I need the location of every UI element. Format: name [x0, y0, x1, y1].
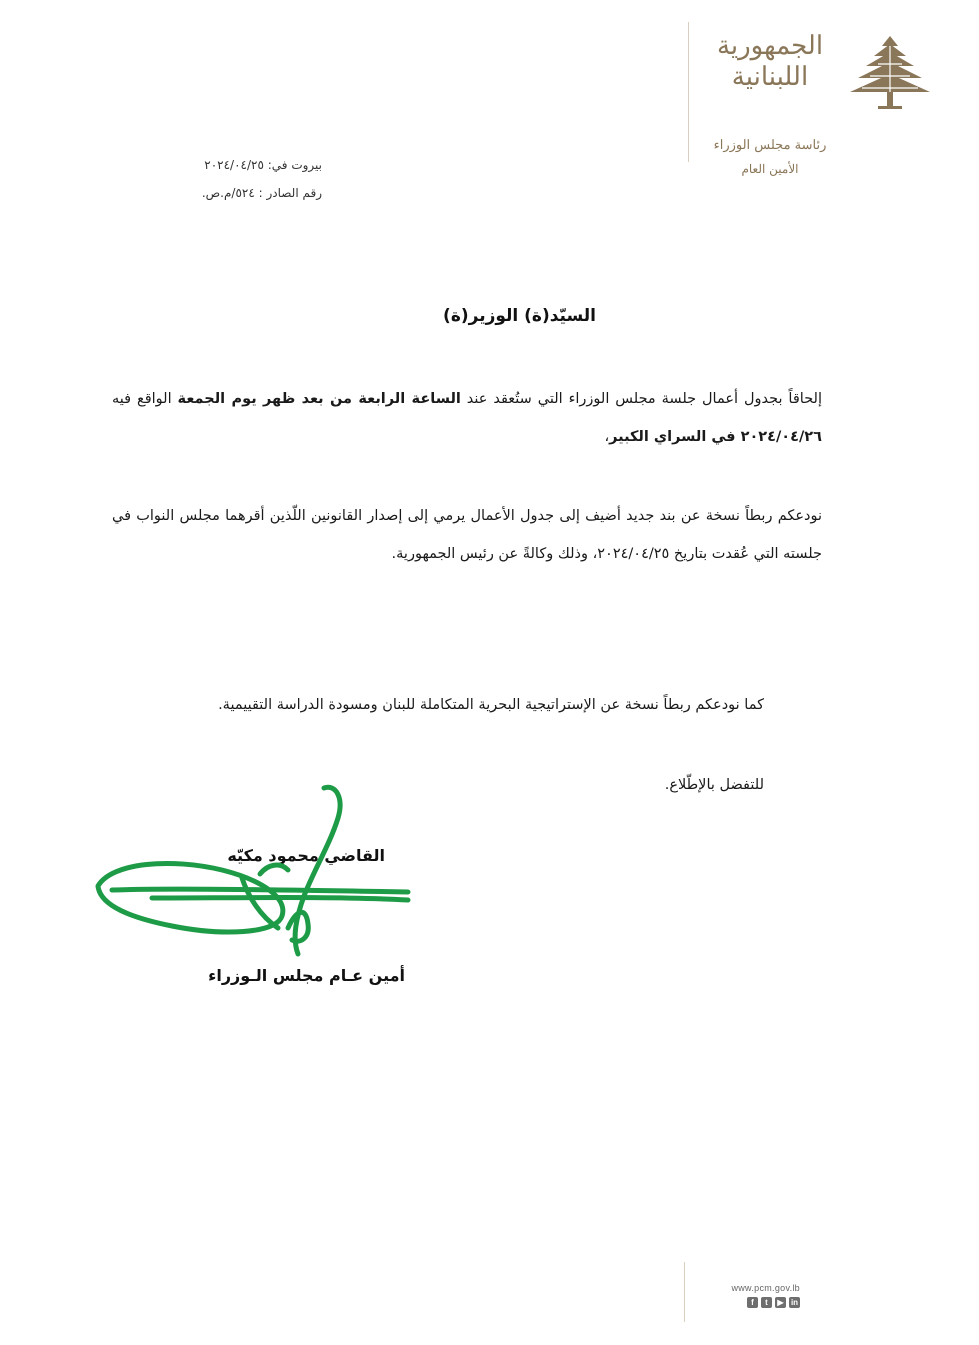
republic-wordmark-line2: اللبنانية — [731, 62, 809, 92]
facebook-icon[interactable]: f — [747, 1297, 758, 1308]
republic-wordmark-line1: الجمهورية — [716, 31, 824, 61]
paragraph-meeting — [112, 380, 822, 456]
reference-number: رقم الصادر : ٥٢٤/م.ص. — [201, 186, 322, 200]
paragraph-meeting-text-3: ، — [604, 429, 610, 445]
paragraph-meeting-text-2: الواقع فيه — [112, 391, 178, 407]
office-name: رئاسة مجلس الوزراء — [713, 138, 827, 153]
meeting-time: الساعة الرابعة من بعد ظهر يوم الجمعة — [177, 391, 461, 407]
letter-date: بيروت في: ٢٠٢٤/٠٤/٢٥ — [204, 158, 322, 172]
handwritten-signature — [92, 778, 414, 960]
closing-line: للتفضل بالإطّلاع. — [664, 777, 764, 793]
paragraph-meeting-text: إلحاقاً بجدول أعمال جلسة مجلس الوزراء التي ستُعقد عند — [460, 391, 822, 407]
twitter-icon[interactable]: t — [761, 1297, 772, 1308]
footer-divider — [684, 1262, 685, 1322]
paragraph-strategy: كما نودعكم ربطاً نسخة عن الإستراتيجية البحرية المتكاملة للبنان ومسودة الدراسة التقييمية. — [218, 697, 764, 713]
linkedin-icon[interactable]: in — [790, 1298, 799, 1307]
signatory-title: أمين عـام مجلس الـوزراء — [208, 966, 405, 985]
social-icons — [730, 1297, 800, 1309]
youtube-icon[interactable]: ▶ — [775, 1297, 786, 1308]
secretary-general-label: الأمين العام — [741, 162, 799, 176]
website-link[interactable]: www.pcm.gov.lb — [731, 1283, 800, 1293]
cedar-icon — [848, 34, 932, 116]
meeting-date-place: ٢٠٢٤/٠٤/٢٦ في السراي الكبير — [609, 429, 822, 445]
paragraph-new-item: نودعكم ربطاً نسخة عن بند جديد أضيف إلى جدول الأعمال يرمي إلى إصدار القانونين اللّذين أقرهما مجلس النواب في جلسته التي عُقدت بتاريخ ٢٠٢٤/٠٤/٢٥، وذلك وكالةً عن رئيس الجمهورية. — [112, 508, 822, 562]
signatory-name: القاضي محمود مكيّه — [227, 846, 385, 865]
header-divider — [688, 22, 689, 162]
republic-wordmark — [700, 30, 840, 92]
salutation: السيّد(ة) الوزير(ة) — [443, 306, 596, 326]
